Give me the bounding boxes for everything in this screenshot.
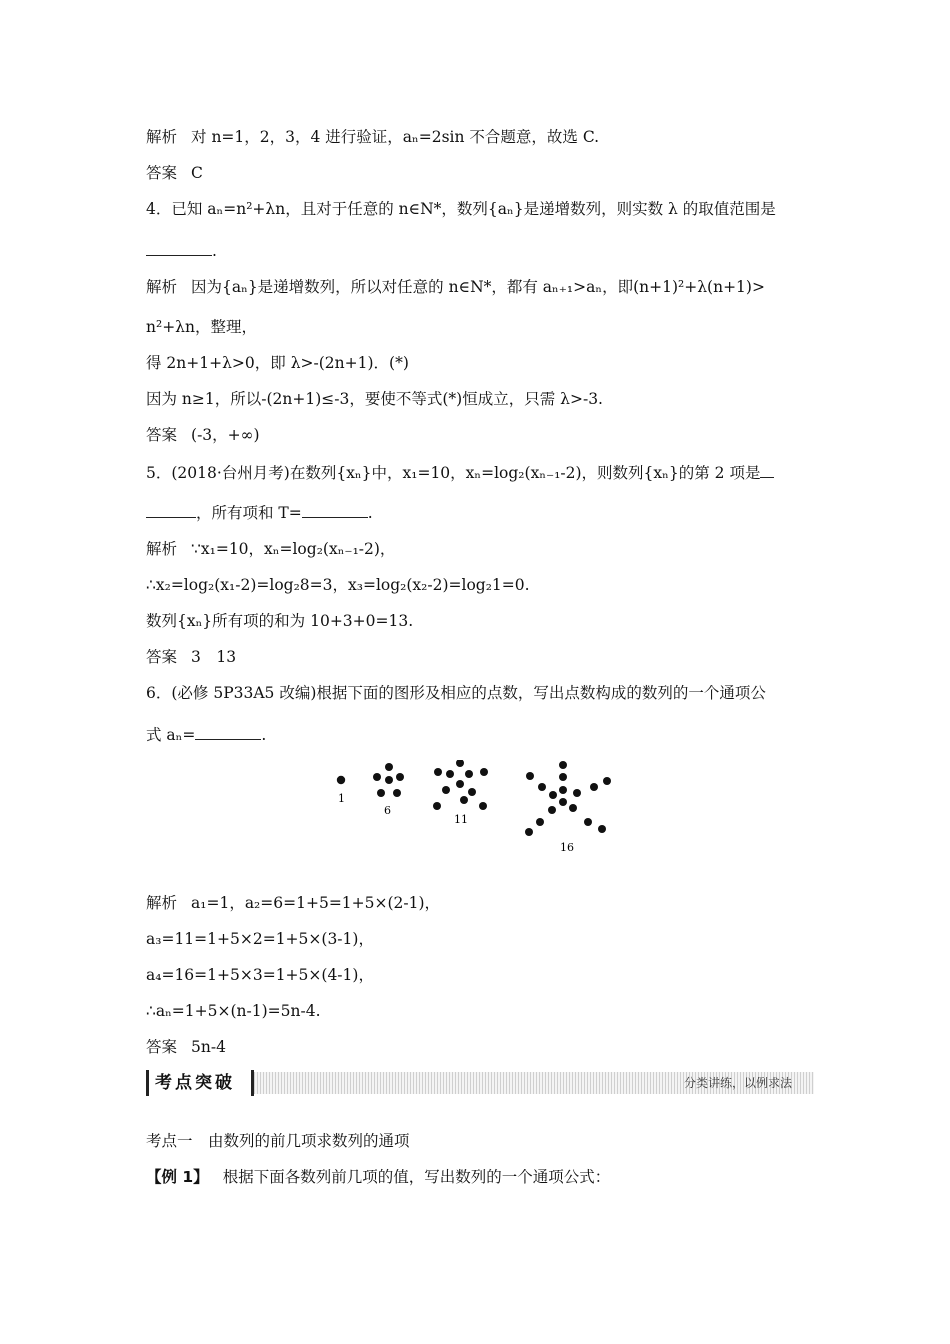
q5-analysis-line-2 [146, 574, 826, 596]
example-1-line [146, 1166, 826, 1188]
q4-analysis-text-1: 因为{aₙ}是递增数列，所以对任意的 n∈N*，都有 aₙ₊₁>aₙ，即(n+1)²+λ(n+1)> [191, 278, 765, 296]
section-banner [146, 1068, 814, 1098]
analysis-label: 解析 [146, 278, 178, 296]
analysis-label: 解析 [146, 894, 178, 912]
q6-answer-text: 5n-4 [191, 1038, 226, 1056]
dot [377, 789, 385, 797]
q6-analysis-text-4: ∴aₙ=1+5×(n-1)=5n-4. [146, 1002, 321, 1020]
q5-analysis-text-3: 数列{xₙ}所有项的和为 10+3+0=13. [146, 612, 414, 630]
q5-answer-text: 3 13 [191, 648, 237, 666]
q4-analysis-line-3 [146, 352, 826, 374]
q6-analysis-line-2 [146, 928, 826, 950]
q5-analysis-text-2: ∴x₂=log₂(x₁-2)=log₂8=3，x₃=log₂(x₂-2)=log₂1=0. [146, 576, 530, 594]
dot [538, 783, 546, 791]
q4-stem [146, 198, 826, 220]
dot [385, 763, 393, 771]
dot [603, 777, 611, 785]
q4-answer-blank [146, 241, 212, 256]
q4-blank-line [146, 240, 826, 262]
q6-analysis-line-4 [146, 1000, 826, 1022]
q4-stem-end: . [212, 242, 217, 260]
q5-stem-end: . [367, 504, 373, 522]
dot [559, 786, 567, 794]
q6-analysis-text-1: a₁=1，a₂=6=1+5=1+5×(2-1)， [191, 894, 441, 912]
q4-analysis-line-1 [146, 276, 826, 298]
q4-analysis-text-4: 因为 n≥1，所以-(2n+1)≤-3，要使不等式(*)恒成立，只需 λ>-3. [146, 390, 603, 408]
q5-stem-line-1 [146, 462, 826, 484]
dot [434, 768, 442, 776]
dot [584, 818, 592, 826]
q6-analysis-text-3: a₄=16=1+5×3=1+5×(4-1)， [146, 966, 374, 984]
q4-stem-text: 4．已知 aₙ=n²+λn，且对于任意的 n∈N*，数列{aₙ}是递增数列，则实数 λ 的取值范围是 [146, 200, 776, 218]
dot [456, 780, 464, 788]
dot [480, 768, 488, 776]
q5-blank-2 [302, 503, 368, 518]
dot-group-2 [373, 763, 404, 797]
dot [598, 825, 606, 833]
q3-answer-line [146, 162, 826, 184]
q4-analysis-text-3: 得 2n+1+λ>0，即 λ>-(2n+1)．(*) [146, 354, 409, 372]
section-heading-text: 考点一 由数列的前几项求数列的通项 [146, 1132, 410, 1150]
answer-label: 答案 [146, 648, 178, 666]
q6-answer-line [146, 1036, 826, 1058]
dot [536, 818, 544, 826]
dot-count-label-3: 11 [454, 813, 468, 826]
example-text: 根据下面各数列前几项的值，写出数列的一个通项公式： [222, 1168, 611, 1186]
dot [385, 776, 393, 784]
dot [465, 770, 473, 778]
q6-stem-line-1 [146, 682, 826, 704]
q6-stem-text-1: 6．(必修 5P33A5 改编)根据下面的图形及相应的点数，写出点数构成的数列的一个通项公 [146, 684, 766, 702]
dot-pattern-figure [330, 760, 620, 860]
dot [559, 773, 567, 781]
q5-analysis-line-3 [146, 610, 826, 632]
q6-answer-blank [195, 725, 261, 740]
q5-answer-line [146, 646, 826, 668]
q4-analysis-text-2: n²+λn，整理， [146, 318, 257, 336]
dot [526, 772, 534, 780]
dot [433, 802, 441, 810]
dot-count-label-2: 6 [384, 804, 391, 817]
q6-analysis-line-1 [146, 892, 826, 914]
q6-stem-line-2 [146, 724, 826, 746]
q5-stem-text-1: 5．(2018·台州月考)在数列{xₙ}中，x₁=10，xₙ=log₂(xₙ₋₁-2)，则数列{xₙ}的第 2 项是 [146, 464, 761, 482]
dot-count-label-1: 1 [338, 792, 345, 805]
dot-count-label-4: 16 [560, 841, 574, 854]
q6-stem-end: . [261, 726, 267, 744]
q5-stem-mid: ，所有项和 T= [196, 504, 302, 522]
dot-group-3 [433, 760, 488, 810]
q5-blank-1a [760, 463, 774, 478]
dot [569, 804, 577, 812]
dot [548, 806, 556, 814]
dot [393, 789, 401, 797]
dot [337, 776, 345, 784]
q6-stem-text-2: 式 aₙ= [146, 726, 196, 744]
dot [468, 788, 476, 796]
dot [446, 770, 454, 778]
dot [559, 761, 567, 769]
dot-group-1 [337, 776, 345, 784]
q3-analysis-line [146, 126, 826, 148]
dot [396, 773, 404, 781]
banner-title: 考点突破 [146, 1070, 254, 1096]
dot [373, 773, 381, 781]
answer-label: 答案 [146, 426, 178, 444]
q5-blank-1b [146, 503, 196, 518]
dot [559, 798, 567, 806]
q4-answer-text: (-3，+∞) [191, 426, 260, 444]
q4-answer-line [146, 424, 826, 446]
q4-analysis-line-4 [146, 388, 826, 410]
dot [460, 796, 468, 804]
dot [525, 828, 533, 836]
example-label: 【例 1】 [146, 1168, 209, 1186]
q3-answer-text: C [191, 164, 203, 182]
dot [549, 791, 557, 799]
q6-analysis-line-3 [146, 964, 826, 986]
q6-analysis-text-2: a₃=11=1+5×2=1+5×(3-1)， [146, 930, 374, 948]
dot [442, 786, 450, 794]
banner-tagline: 分类讲练，以例求法 [683, 1076, 792, 1090]
dot [573, 789, 581, 797]
q5-analysis-text-1: ∵x₁=10，xₙ=log₂(xₙ₋₁-2)， [191, 540, 396, 558]
answer-label: 答案 [146, 164, 178, 182]
section-heading [146, 1130, 826, 1152]
dot [590, 783, 598, 791]
dot [456, 760, 464, 767]
q4-analysis-line-2 [146, 316, 826, 338]
answer-label: 答案 [146, 1038, 178, 1056]
q3-analysis-text: 对 n=1，2，3，4 进行验证，aₙ=2sin 不合题意，故选 C. [191, 128, 600, 146]
analysis-label: 解析 [146, 540, 178, 558]
dot-group-4 [525, 761, 611, 836]
analysis-label: 解析 [146, 128, 178, 146]
dot [479, 802, 487, 810]
q5-analysis-line-1 [146, 538, 826, 560]
q5-stem-line-2 [146, 502, 826, 524]
